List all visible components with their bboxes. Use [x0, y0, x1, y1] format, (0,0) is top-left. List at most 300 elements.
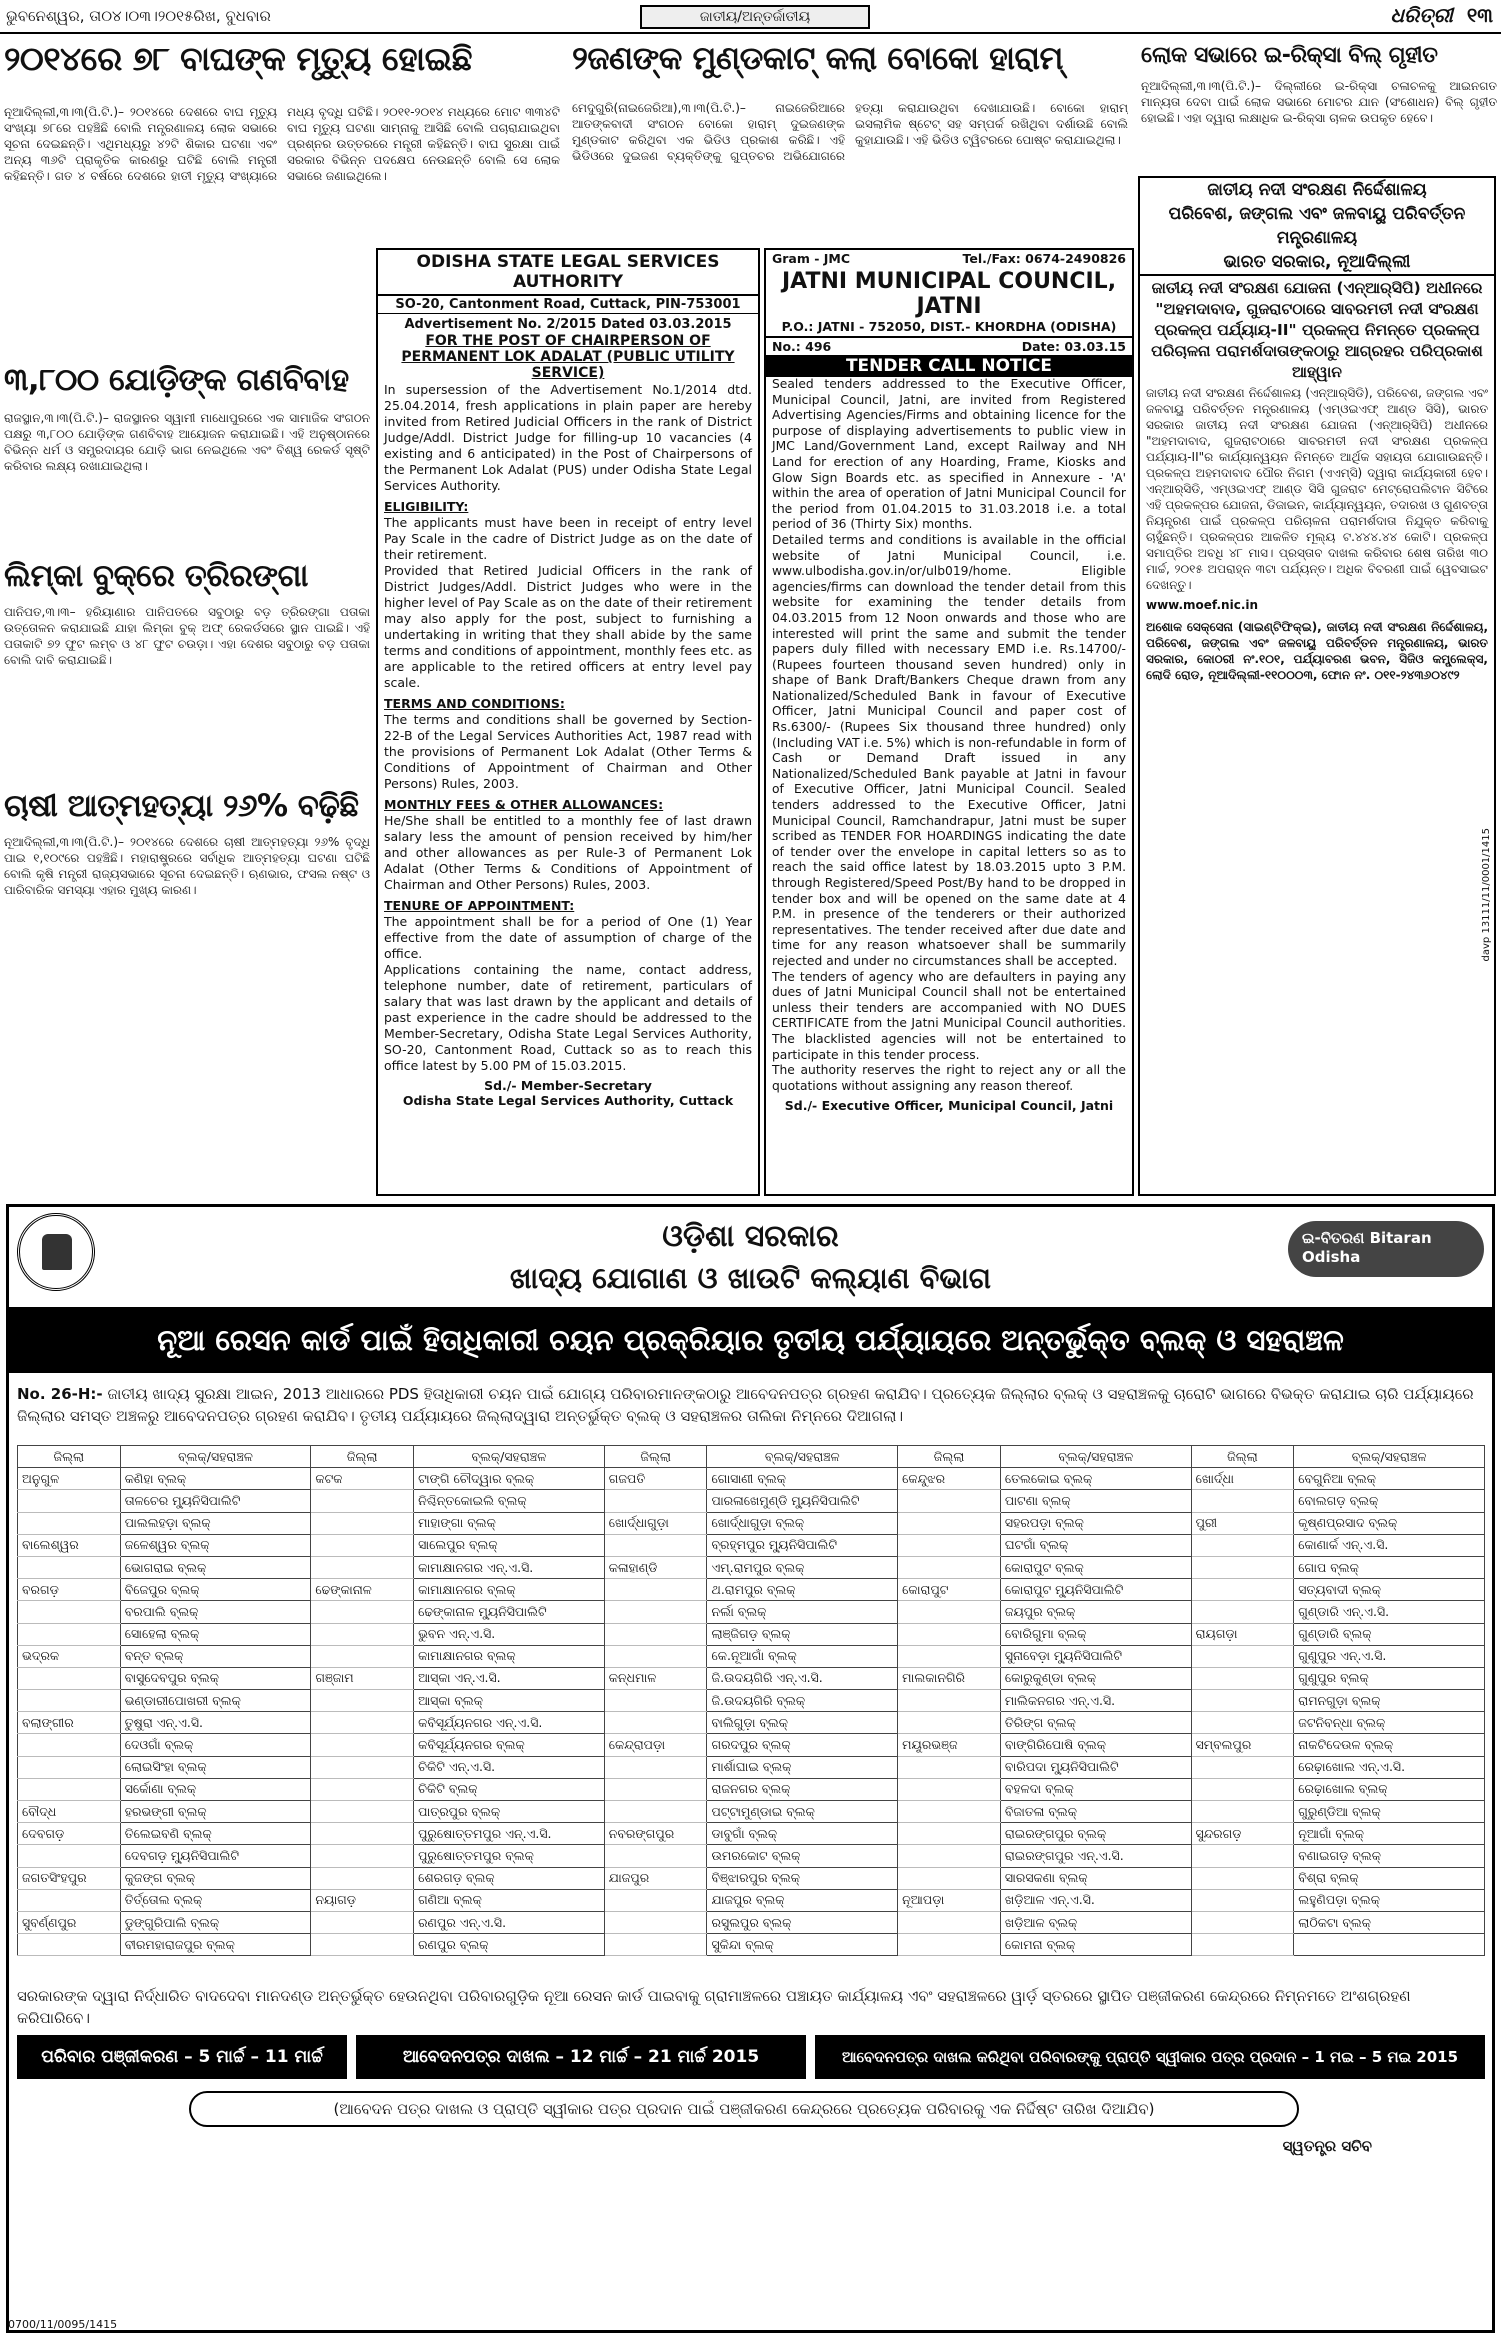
osla-para: In supersession of the Advertisement No.1/2014 dtd. 25.04.2014, fresh applications in plain paper are hereby invited from Retired Judicial Officers in the rank of District Judge/Addl. District Judge for filling-up 10 vacancies (4 existing and 6 anticipated) in the Post of Chairpersons of the Permanent Lok Adalat (PUS) under Odisha State Legal Services Authority.: [384, 382, 752, 493]
block-cell: ବିଶ୍ରା ବ୍ଲକ୍: [1294, 1867, 1485, 1889]
table-row: [18, 1778, 1485, 1800]
block-cell: ଡାବୁଗାଁ ବ୍ଲକ୍: [707, 1823, 898, 1845]
district-cell: [604, 1601, 707, 1623]
block-cell: କୋରୁକୁଣ୍ଡା ବ୍ଲକ୍: [1000, 1667, 1191, 1689]
block-cell: ପୁରୁଷୋତ୍ତମପୁର ଏନ୍.ଏ.ସି.: [414, 1823, 605, 1845]
block-cell: ବିଜାତଳା ବ୍ଲକ୍: [1000, 1801, 1191, 1823]
block-cell: ତେଲକୋଇ ବ୍ଲକ୍: [1000, 1468, 1191, 1490]
block-cell: ହରଭଙ୍ଗୀ ବ୍ଲକ୍: [120, 1801, 311, 1823]
district-cell: [311, 1778, 414, 1800]
block-cell: ରସୁଲପୁର ବ୍ଲକ୍: [707, 1911, 898, 1933]
block-cell: ବୋଲଗଡ଼ ବ୍ଲକ୍: [1294, 1490, 1485, 1512]
block-cell: ଚିକିଟି ଏନ୍.ଏ.ସି.: [414, 1756, 605, 1778]
district-cell: ଜଗତସିଂହପୁର: [18, 1867, 121, 1889]
district-cell: [898, 1911, 1001, 1933]
block-cell: ତିରିଙ୍ଗ ବ୍ଲକ୍: [1000, 1712, 1191, 1734]
intro-text: ଜାତୀୟ ଖାଦ୍ୟ ସୁରକ୍ଷା ଆଇନ, 2013 ଆଧାରରେ PDS ହିତାଧିକାରୀ ଚୟନ ପାଇଁ ଯୋଗ୍ୟ ପରିବାରମାନଙ୍କଠାରୁ ଆବେଦନପତ୍ର ଗ୍ରହଣ କରାଯିବ। ପ୍ରତ୍ୟେକ ଜିଲ୍ଲାର ବ୍ଲକ୍ ଓ ସହରାଞ୍ଚଳକୁ ଚାରୋଟି ଭାଗରେ ବିଭକ୍ତ କରାଯାଇ ଚାରି ପର୍ଯ୍ୟାୟରେ ଜିଲ୍ଲାର ସମସ୍ତ ଅଞ୍ଚଳରୁ ଆବେଦନପତ୍ର ଗ୍ରହଣ କରାଯିବ। ତୃତୀୟ ପର୍ଯ୍ୟାୟରେ ଜିଲ୍ଲାଦ୍ୱାରା ଅନ୍ତର୍ଭୁକ୍ତ ବ୍ଲକ୍ ଓ ସହରାଞ୍ଚଳର ତାଲିକା ନିମ୍ନରେ ଦିଆଗଲା।: [17, 1385, 1474, 1425]
brand-name: ଧରିତ୍ରୀ: [1390, 3, 1453, 27]
block-cell: ଗୁରୁଣ୍ଡିଆ ବ୍ଲକ୍: [1294, 1801, 1485, 1823]
table-row: [18, 1601, 1485, 1623]
district-cell: [311, 1734, 414, 1756]
table-header-district: ଜିଲ୍ଲା: [1191, 1446, 1294, 1468]
block-cell: କୋମନା ବ୍ଲକ୍: [1000, 1934, 1191, 1956]
osla-post: FOR THE POST OF CHAIRPERSON OF PERMANENT LOK ADALAT (PUBLIC UTILITY SERVICE): [401, 333, 735, 381]
table-row: [18, 1734, 1485, 1756]
district-cell: [604, 1911, 707, 1933]
table-row: [18, 1934, 1485, 1956]
table-row: [18, 1579, 1485, 1601]
district-cell: [18, 1778, 121, 1800]
district-cell: [311, 1712, 414, 1734]
district-cell: [898, 1690, 1001, 1712]
osla-fees-heading: MONTHLY FEES & OTHER ALLOWANCES:: [384, 797, 664, 812]
table-row: [18, 1468, 1485, 1490]
block-cell: କଣିହା ବ୍ଲକ୍: [120, 1468, 311, 1490]
district-cell: କନ୍ଧମାଳ: [604, 1667, 707, 1689]
osla-eligibility-heading: ELIGIBILITY:: [384, 499, 469, 514]
osla-tenure-heading: TENURE OF APPOINTMENT:: [384, 898, 575, 913]
district-cell: ସମ୍ବଲପୁର: [1191, 1734, 1294, 1756]
block-cell: କୋରାପୁଟ ବ୍ଲକ୍: [1000, 1556, 1191, 1578]
table-row: [18, 1534, 1485, 1556]
registration-note: ସରକାରଙ୍କ ଦ୍ୱାରା ନିର୍ଦ୍ଧାରିତ ବାଦଦେବା ମାନଦଣ୍ଡ ଅନ୍ତର୍ଭୁକ୍ତ ହେଉନଥିବା ପରିବାରଗୁଡ଼ିକ ନୂଆ ରେସନ କାର୍ଡ ପାଇବାକୁ ଗ୍ରାମାଞ୍ଚଳରେ ପଞ୍ଚାୟତ କାର୍ଯ୍ୟାଳୟ ଏବଂ ସହରାଞ୍ଚଳରେ ୱାର୍ଡ଼ ସ୍ତରରେ ସ୍ଥାପିତ ପଞ୍ଜୀକରଣ କେନ୍ଦ୍ରରେ ନିମ୍ନମତେ ଅଂଶଗ୍ରହଣ କରିପାରିବେ।: [17, 1987, 1411, 2027]
jatni-title: JATNI MUNICIPAL COUNCIL, JATNI: [781, 269, 1117, 319]
block-cell: ତାଳଚେର ମ୍ୟୁନିସିପାଲିଟି: [120, 1490, 311, 1512]
district-cell: [311, 1845, 414, 1867]
block-cell: ଜୟପୁର ବ୍ଲକ୍: [1000, 1601, 1191, 1623]
block-cell: ଗୁଣ୍ଡାରି ବ୍ଲକ୍: [1294, 1623, 1485, 1645]
block-cell: କବିସୂର୍ଯ୍ୟନଗର ବ୍ଲକ୍: [414, 1734, 605, 1756]
dept-title: ଖାଦ୍ୟ ଯୋଗାଣ ଓ ଖାଉଟି କଲ୍ୟାଣ ବିଭାଗ: [509, 1261, 992, 1295]
district-cell: ଖୋର୍ଦ୍ଧା: [1191, 1468, 1294, 1490]
district-cell: [1191, 1490, 1294, 1512]
district-cell: [18, 1934, 121, 1956]
block-cell: ନାକଟିଦେଉଳ ବ୍ଲକ୍: [1294, 1734, 1485, 1756]
block-cell: ମାର୍ଶାଘାଇ ବ୍ଲକ୍: [707, 1756, 898, 1778]
block-cell: ସର୍କୋଣା ବ୍ଲକ୍: [120, 1778, 311, 1800]
schedule-application-submission: ଆବେଦନପତ୍ର ଦାଖଲ – 12 ମାର୍ଚ୍ଚ – 21 ମାର୍ଚ୍ଚ 2015: [356, 2035, 806, 2079]
block-cell: ଉମରକୋଟ ବ୍ଲକ୍: [707, 1845, 898, 1867]
block-cell: ତୁଷୁରା ଏନ୍.ଏ.ସି.: [120, 1712, 311, 1734]
district-cell: [1191, 1889, 1294, 1911]
district-cell: [18, 1845, 121, 1867]
district-cell: [1191, 1534, 1294, 1556]
district-cell: [311, 1601, 414, 1623]
district-cell: [898, 1845, 1001, 1867]
district-cell: [604, 1490, 707, 1512]
page-number: [1390, 3, 1493, 27]
district-cell: [898, 1756, 1001, 1778]
nrcd-subject: ଜାତୀୟ ନଦୀ ସଂରକ୍ଷଣ ଯୋଜନା (ଏନ୍‌ଆର୍‌ସିପି) ଅଧୀନରେ "ଅହମଦାବାଦ, ଗୁଜରାଟଠାରେ ସାବରମତୀ ନଦୀ ସଂରକ୍ଷଣ ପ୍ରକଳ୍ପ ପର୍ଯ୍ୟାୟ-II" ପ୍ରକଳ୍ପ ନିମନ୍ତେ ପ୍ରକଳ୍ପ ପରିଚାଳନା ପରାମର୍ଶଦାତାଙ୍କଠାରୁ ଆଗ୍ରହର ପରିପ୍ରକାଶ ଆହ୍ୱାନ: [1151, 279, 1483, 381]
district-cell: [898, 1601, 1001, 1623]
block-cell: ସହରପଡ଼ା ବ୍ଲକ୍: [1000, 1512, 1191, 1534]
block-cell: ବନ୍ତ ବ୍ଲକ୍: [120, 1645, 311, 1667]
block-cell: କାମାକ୍ଷାନଗର ବ୍ଲକ୍: [414, 1579, 605, 1601]
block-cell: ମାଲିକନଗର ଏନ୍.ଏ.ସି.: [1000, 1690, 1191, 1712]
district-cell: [311, 1534, 414, 1556]
district-cell: [898, 1823, 1001, 1845]
district-cell: [604, 1645, 707, 1667]
block-cell: ଭୋଗରାଇ ବ୍ଲକ୍: [120, 1556, 311, 1578]
block-cell: ପୁରୁଷୋତ୍ତମପୁର ବ୍ଲକ୍: [414, 1845, 605, 1867]
block-cell: ଭୁବନ ଏନ୍.ଏ.ସି.: [414, 1623, 605, 1645]
block-cell: କୃଷ୍ଣପ୍ରସାଦ ବ୍ଲକ୍: [1294, 1512, 1485, 1534]
osla-signature-office: Odisha State Legal Services Authority, Cuttack: [402, 1093, 734, 1108]
special-secretary-signature: ସ୍ୱତନ୍ତ୍ର ସଚିବ: [1282, 2137, 1372, 2155]
block-cell: ଟାଙ୍ଗି ଚୌଦ୍ୱାର ବ୍ଲକ୍: [414, 1468, 605, 1490]
district-cell: [311, 1512, 414, 1534]
jatni-para: The tenders of agency who are defaulters in paying any dues of Jatni Municipal Council shall not be entertained unless their tenders are accompanied with NO DUES CERTIFICATE from the Jatni Municipal Council authorities. The blacklisted agencies will not be entertained to participate in this tender process.: [772, 969, 1126, 1062]
district-cell: [311, 1756, 414, 1778]
block-cell: ଖଡ଼ିଆଳ ଏନ୍.ଏ.ସି.: [1000, 1889, 1191, 1911]
district-cell: [311, 1934, 414, 1956]
district-cell: ଯାଜପୁର: [604, 1867, 707, 1889]
block-cell: ବାଲିଗୁଡ଼ା ବ୍ଲକ୍: [707, 1712, 898, 1734]
table-header-district: ଜିଲ୍ଲା: [18, 1446, 121, 1468]
block-cell: ରେଢ଼ାଖୋଲ ବ୍ଲକ୍: [1294, 1778, 1485, 1800]
block-cell: ସାଲେପୁର ବ୍ଲକ୍: [414, 1534, 605, 1556]
table-header-district: ଜିଲ୍ଲା: [898, 1446, 1001, 1468]
district-cell: ଭଦ୍ରକ: [18, 1645, 121, 1667]
osla-adv-number: Advertisement No. 2/2015 Dated 03.03.2015: [404, 317, 732, 332]
nrcd-advertisement: [1138, 176, 1496, 1196]
osla-signature: Sd./- Member-Secretary: [484, 1078, 652, 1093]
district-cell: [18, 1512, 121, 1534]
jatni-para: Sealed tenders addressed to the Executive Officer, Municipal Council, Jatni, are invited from Registered Advertising Agencies/Firms and obtaining licence for the purpose of displaying advertisements to public view in JMC Land/Government Land, except Railway and NH Land for erection of any Hoarding, Frame, Kiosks and Glow Sign Boards etc. as specified in Annexure - 'A' within the area of operation of Jatni Municipal Council for the period from 01.04.2015 to 31.03.2018 i.e. a total period of 36 (Thirty Six) months.: [772, 377, 1126, 532]
farmer-article: ନୂଆଦିଲ୍ଲୀ,୩।୩(ପି.ଟି.)– ୨୦୧୪ରେ ଦେଶରେ ଚାଷୀ ଆତ୍ମହତ୍ୟା ୨୬% ବୃଦ୍ଧି ପାଇ ୧,୧୦୯ରେ ପହଞ୍ଚିଛି। ମହାରାଷ୍ଟ୍ରରେ ସର୍ବାଧିକ ଆତ୍ମହତ୍ୟା ଘଟଣା ଘଟିଛି ବୋଲି କୃଷି ମନ୍ତ୍ରୀ ରାଜ୍ୟସଭାରେ ସୂଚନା ଦେଇଛନ୍ତି। ଋଣଭାର, ଫସଲ ନଷ୍ଟ ଓ ପାରିବାରିକ ସମସ୍ୟା ଏହାର ମୁଖ୍ୟ କାରଣ।: [4, 835, 370, 897]
district-cell: [18, 1556, 121, 1578]
jatni-signature: Sd./- Executive Officer, Municipal Council, Jatni: [784, 1098, 1114, 1114]
district-cell: [604, 1623, 707, 1645]
district-cell: [1191, 1690, 1294, 1712]
block-cell: ଆସ୍କା ଏନ୍.ଏ.ସି.: [414, 1667, 605, 1689]
district-cell: [311, 1690, 414, 1712]
district-cell: [1191, 1911, 1294, 1933]
block-cell: ଥ.ରାମପୁର ବ୍ଲକ୍: [707, 1579, 898, 1601]
govt-ration-card-advertisement: [6, 1204, 1495, 2333]
block-cell: ବିଜେପୁର ବ୍ଲକ୍: [120, 1579, 311, 1601]
block-table-wrapper: [17, 1445, 1485, 1956]
block-cell: [1294, 1934, 1485, 1956]
nrcd-website: www.moef.nic.in: [1146, 598, 1259, 612]
block-cell: ପାରଳାଖେମୁଣ୍ଡି ମ୍ୟୁନିସିପାଲିଟି: [707, 1490, 898, 1512]
block-cell: ଲହୁଣିପଡ଼ା ବ୍ଲକ୍: [1294, 1889, 1485, 1911]
ration-card-banner: ନୂଆ ରେସନ କାର୍ଡ ପାଇଁ ହିତାଧିକାରୀ ଚୟନ ପ୍ରକ୍ରିୟାର ତୃତୀୟ ପର୍ଯ୍ୟାୟରେ ଅନ୍ତର୍ଭୁକ୍ତ ବ୍ଲକ୍ ଓ ସହରାଞ୍ଚଳ: [9, 1307, 1492, 1373]
table-header-district: ଜିଲ୍ଲା: [311, 1446, 414, 1468]
district-cell: [18, 1756, 121, 1778]
district-cell: [18, 1734, 121, 1756]
notice-number: No. 26-H:-: [17, 1385, 103, 1403]
jatni-para: Detailed terms and conditions is available in the official website of Jatni Municipal Council, i.e. www.ulbodisha.gov.in/or/ulb019/home. Eligible agencies/firms can download the tender detail from this website for examining the tender details from 04.03.2015 from 12 Noon onwards and those who are interested will print the same and submit the tender papers duly filled with necessary EMD i.e. Rs.14700/- (Rupees fourteen thousand seven hundred) only in shape of Bank Draft/Bankers Cheque drawn from any Nationalized/Scheduled Bank in favour of Executive Officer, Jatni Municipal Council and paper cost of Rs.6300/- (Rupees Six thousand three hundred) only (Including VAT i.e. 5%) which is non-refundable in form of Cash or Demand Draft issued in any Nationalized/Scheduled Bank payable at Jatni in favour of Executive Officer, Jatni Municipal Council. Sealed tenders addressed to the Executive Officer, Jatni Municipal Council, Ramchandrapur, Jatni must be super scribed as TENDER FOR HOARDINGS indicating the date of tender over the envelope in capital letters so as to reach the said office latest by 18.03.2015 upto 3 P.M. through Registered/Speed Post/By hand to be dropped in tender box and will be opened on the same date at 4 P.M. in presence of the tenderers or their authorized representatives. The tender received after due date and time for any reason whatsoever shall be summarily rejected and under no circumstances shall be accepted.: [772, 532, 1126, 968]
block-cell: ନୂଆଗାଁ ବ୍ଲକ୍: [1294, 1823, 1485, 1845]
block-cell: ଗୁଣ୍ଡାରି ଏନ୍.ଏ.ସି.: [1294, 1601, 1485, 1623]
block-cell: ଗରଦପୁର ବ୍ଲକ୍: [707, 1734, 898, 1756]
block-cell: ବହଳଦା ବ୍ଲକ୍: [1000, 1778, 1191, 1800]
table-header-block: ବ୍ଲକ୍/ସହରାଞ୍ଚଳ: [707, 1446, 898, 1468]
block-cell: ତିଲେଇବଣି ବ୍ଲକ୍: [120, 1823, 311, 1845]
table-row: [18, 1889, 1485, 1911]
district-cell: [18, 1889, 121, 1911]
osla-para: Provided that Retired Judicial Officers in the rank of District Judges/Addl. District Judges who were in the higher level of Pay Scale as on the date of their retirement may also apply for the post, subject to furnishing a undertaking in writing that they shall abide by the same terms and conditions of appointment, monthly fees etc. as are applicable to the retired officers at entry level pay scale.: [384, 563, 752, 690]
table-row: [18, 1645, 1485, 1667]
block-cell: ବରପାଲି ବ୍ଲକ୍: [120, 1601, 311, 1623]
nrcd-heading-1: ଜାତୀୟ ନଦୀ ସଂରକ୍ଷଣ ନିର୍ଦ୍ଦେଶାଳୟ: [1207, 180, 1427, 200]
block-cell: ଢେଙ୍କାନାଳ ମ୍ୟୁନିସିପାଲିଟି: [414, 1601, 605, 1623]
district-cell: [1191, 1556, 1294, 1578]
district-cell: ଢେଙ୍କାନାଳ: [311, 1579, 414, 1601]
nrcd-heading-3: ଭାରତ ସରକାର, ନୂଆଦିଲ୍ଲୀ: [1140, 250, 1494, 276]
block-cell: ଜି.ଉଦୟଗିରି ବ୍ଲକ୍: [707, 1690, 898, 1712]
block-cell: ଶେରଗଡ଼ ବ୍ଲକ୍: [414, 1867, 605, 1889]
district-cell: [604, 1756, 707, 1778]
masthead-date: ଭୁବନେଶ୍ୱର, ତା୦୪।୦୩।୨୦୧୫ରିଖ, ବୁଧବାର: [6, 7, 271, 25]
farmer-headline: ଚାଷୀ ଆତ୍ମହତ୍ୟା ୨୬% ବଢ଼ିଛି: [4, 788, 359, 824]
district-cell: [311, 1623, 414, 1645]
block-cell: ରାଇରଙ୍ଗପୁର ବ୍ଲକ୍: [1000, 1823, 1191, 1845]
block-cell: ଲାଞ୍ଜିଗଡ଼ ବ୍ଲକ୍: [707, 1623, 898, 1645]
district-cell: ମାଲକାନଗିରି: [898, 1667, 1001, 1689]
block-cell: ବ୍ରହ୍ମପୁର ମ୍ୟୁନିସିପାଲିଟି: [707, 1534, 898, 1556]
district-cell: [1191, 1756, 1294, 1778]
govt-title: ଓଡ଼ିଶା ସରକାର: [662, 1219, 839, 1254]
district-cell: [311, 1801, 414, 1823]
block-cell: କୁଜଙ୍ଗ ବ୍ଲକ୍: [120, 1867, 311, 1889]
block-cell: ବାସୁଦେବପୁର ବ୍ଲକ୍: [120, 1667, 311, 1689]
nrcd-body: ଜାତୀୟ ନଦୀ ସଂରକ୍ଷଣ ନିର୍ଦ୍ଦେଶାଳୟ (ଏନ୍‌ଆର୍‌ସିଡି), ପରିବେଶ, ଜଙ୍ଗଲ ଏବଂ ଜଳବାୟୁ ପରିବର୍ତ୍ତନ ମନ୍ତ୍ରଣାଳୟ (ଏମ୍‌ଓଇଏଫ୍ ଆଣ୍ଡ ସିସି), ଭାରତ ସରକାର ଜାତୀୟ ନଦୀ ସଂରକ୍ଷଣ ଯୋଜନା (ଏନ୍‌ଆର୍‌ସିପି) ଅଧୀନରେ "ଅହମଦାବାଦ, ଗୁଜରାଟଠାରେ ସାବରମତୀ ନଦୀ ସଂରକ୍ଷଣ ପ୍ରକଳ୍ପ ପର୍ଯ୍ୟାୟ-II"ର କାର୍ଯ୍ୟାନ୍ୱୟନ ନିମନ୍ତେ ଆର୍ଥିକ ସହାୟତା ଯୋଗାଉଛନ୍ତି। ପ୍ରକଳ୍ପ ଅହମଦାବାଦ ପୌର ନିଗମ (ଏଏମ୍‌ସି) ଦ୍ୱାରା କାର୍ଯ୍ୟକାରୀ ହେବ। ଏନ୍‌ଆର୍‌ସିଡି, ଏମ୍‌ଓଇଏଫ୍ ଆଣ୍ଡ ସିସି ଗୁଜରାଟ ମେଟ୍ରୋପଲିଟାନ ସିଟିରେ ଏହି ପ୍ରକଳ୍ପର ଯୋଜନା, ଡିଜାଇନ, କାର୍ଯ୍ୟାନ୍ୱୟନ, ତଦାରଖ ଓ ଗୁଣବତ୍ତା ନିୟନ୍ତ୍ରଣ ପାଇଁ ପ୍ରକଳ୍ପ ପରିଚାଳନା ପରାମର୍ଶଦାତା ନିଯୁକ୍ତ କରିବାକୁ ଚାହୁଁଛନ୍ତି। ପ୍ରକଳ୍ପର ଆକଳିତ ମୂଲ୍ୟ ଟ.୪୪୪.୪୪ କୋଟି। ପ୍ରକଳ୍ପ ସମାପ୍ତିର ଅବଧି ୪୮ ମାସ। ପ୍ରସ୍ତାବ ଦାଖଲ କରିବାର ଶେଷ ତାରିଖ ୩୦ ମାର୍ଚ୍ଚ, ୨୦୧୫ ଅପରାହ୍ନ ୩ଟା ପର୍ଯ୍ୟନ୍ତ। ଅଧିକ ବିବରଣୀ ପାଇଁ ୱେବସାଇଟ ଦେଖନ୍ତୁ।: [1146, 386, 1488, 592]
block-cell: ବାଙ୍ଗିରିପୋଷି ବ୍ଲକ୍: [1000, 1734, 1191, 1756]
block-cell: ଦେଓଗାଁ ବ୍ଲକ୍: [120, 1734, 311, 1756]
district-cell: [898, 1534, 1001, 1556]
district-cell: ପୁରୀ: [1191, 1512, 1294, 1534]
osla-address: SO-20, Cantonment Road, Cuttack, PIN-753001: [378, 296, 758, 314]
block-cell: ଗୁଣୁପୁର ଏନ୍.ଏ.ସି.: [1294, 1645, 1485, 1667]
district-cell: କୋରାପୁଟ: [898, 1579, 1001, 1601]
district-cell: [18, 1690, 121, 1712]
block-cell: ବଣାଇଗଡ଼ ବ୍ଲକ୍: [1294, 1845, 1485, 1867]
block-cell: ଗୋପ ବ୍ଲକ୍: [1294, 1556, 1485, 1578]
district-cell: ବଲାଙ୍ଗୀର: [18, 1712, 121, 1734]
ad-code: 0700/11/0095/1415: [8, 2318, 118, 2331]
district-cell: [604, 1889, 707, 1911]
block-cell: ତିର୍ତ୍ତୋଲ ବ୍ଲକ୍: [120, 1889, 311, 1911]
block-cell: ଦେବଗଡ଼ ମ୍ୟୁନିସିପାଲିଟି: [120, 1845, 311, 1867]
district-cell: [604, 1579, 707, 1601]
block-cell: କୋଣାର୍କ ଏନ୍.ଏ.ସି.: [1294, 1534, 1485, 1556]
block-cell: ସୁନାବେଡ଼ା ମ୍ୟୁନିସିପାଲିଟି: [1000, 1645, 1191, 1667]
block-cell: ମାହାଙ୍ଗା ବ୍ଲକ୍: [414, 1512, 605, 1534]
osla-para: Applications containing the name, contact address, telephone number, date of retirement, particulars of salary that was last drawn by the applicant and details of past experience in the cadre should be addressed to the Member-Secretary, Odisha State Legal Services Authority, SO-20, Cantonment Road, Cuttack so as to reach this office latest by 5.00 PM of 15.03.2015.: [384, 962, 752, 1073]
table-row: [18, 1667, 1485, 1689]
block-cell: ଗୋସାଣୀ ବ୍ଲକ୍: [707, 1468, 898, 1490]
table-row: [18, 1490, 1485, 1512]
district-cell: ଖୋର୍ଦ୍ଧାଗୁଡ଼ା: [604, 1512, 707, 1534]
block-cell: ପାଲଲହଡ଼ା ବ୍ଲକ୍: [120, 1512, 311, 1534]
block-cell: ଏମ୍.ରାମପୁର ବ୍ଲକ୍: [707, 1556, 898, 1578]
table-row: [18, 1756, 1485, 1778]
jatni-date: Date: 03.03.15: [1021, 339, 1126, 354]
district-cell: [898, 1712, 1001, 1734]
jatni-tel: Tel./Fax: 0674-2490826: [962, 251, 1126, 266]
nrcd-code: davp 13111/11/0001/1415: [1481, 828, 1492, 962]
osla-para: The applicants must have been in receipt of entry level Pay Scale in the cadre of District Judge as on the date of their retirement.: [384, 515, 752, 562]
block-cell: ବିଞ୍ଝାରପୁର ବ୍ଲକ୍: [707, 1867, 898, 1889]
osla-para: The terms and conditions shall be governed by Section-22-B of the Legal Services Authorities Act, 1987 read with the provisions of Permanent Lok Adalat (Other Terms & Conditions of Appointment of Chairman and Other Persons) Rules, 2003.: [384, 712, 752, 791]
block-cell: କୋରାପୁଟ ମ୍ୟୁନିସିପାଲିଟି: [1000, 1579, 1191, 1601]
block-cell: ଭଣ୍ଡାରୀପୋଖରୀ ବ୍ଲକ୍: [120, 1690, 311, 1712]
district-cell: [604, 1845, 707, 1867]
block-cell: ଲାଠିକଟା ବ୍ଲକ୍: [1294, 1911, 1485, 1933]
block-cell: ସାରସକଣା ବ୍ଲକ୍: [1000, 1867, 1191, 1889]
block-cell: କାମାକ୍ଷାନଗର ଏନ୍.ଏ.ସି.: [414, 1556, 605, 1578]
nrcd-signature: ଅଶୋକ ସେକ୍ସେନା (ସାଇଣ୍ଟିଫିକ୍‌ଇ), ଜାତୀୟ ନଦୀ ସଂରକ୍ଷଣ ନିର୍ଦ୍ଦେଶାଳୟ, ପରିବେଶ, ଜଙ୍ଗଲ ଏବଂ ଜଳବାୟୁ ପରିବର୍ତ୍ତନ ମନ୍ତ୍ରଣାଳୟ, ଭାରତ ସରକାର, କୋଠରୀ ନଂ.୧୦୧, ପର୍ଯ୍ୟାବରଣ ଭବନ, ସିଜିଓ କମ୍ପ୍ଲେକ୍ସ, ଲୋଦି ରୋଡ, ନୂଆଦିଲ୍ଲୀ-୧୧୦୦୦୩, ଫୋନ ନଂ. ୦୧୧-୨୪୩୬୦୪୯୨: [1146, 620, 1488, 682]
block-cell: ପଟ୍ଟାମୁଣ୍ଡାଇ ବ୍ଲକ୍: [707, 1801, 898, 1823]
bokoharam-article: ମେଦୁଗୁରି(ନାଇଜେରିଆ),୩।୩(ପି.ଟି.)– ନାଇଜେରିଆରେ ଆତଙ୍କବାଦୀ ସଂଗଠନ ବୋକୋ ହାରାମ୍ ଦୁଇଜଣଙ୍କ ମୁଣ୍ଡକାଟ କରିଥିବା ଏକ ଭିଡିଓ ପ୍ରକାଶ କରିଛି। ଏହି ଭିଡିଓରେ ଦୁଇଜଣ ବ୍ୟକ୍ତିଙ୍କୁ ଗୁପ୍ତଚର ଅଭିଯୋଗରେ ହତ୍ୟା କରାଯାଉଥିବା ଦେଖାଯାଉଛି। ବୋକୋ ହାରାମ୍ ଇସଲାମିକ ଷ୍ଟେଟ୍ ସହ ସମ୍ପର୍କ ରଖିଥିବା ଦର୍ଶାଉଛି ବୋଲି କୁହାଯାଉଛି। ଏହି ଭିଡିଓ ଟ୍ୱିଟରରେ ପୋଷ୍ଟ କରାଯାଇଥିଲା।: [572, 101, 1128, 163]
tender-call-notice-heading: TENDER CALL NOTICE: [766, 355, 1132, 377]
block-cell: ଜଟନିବନ୍ଧା ବ୍ଲକ୍: [1294, 1712, 1485, 1734]
district-cell: [604, 1801, 707, 1823]
jatni-tender-advertisement: [764, 248, 1134, 1196]
block-cell: ଯାଜପୁର ବ୍ଲକ୍: [707, 1889, 898, 1911]
intro-paragraph: [17, 1383, 1485, 1427]
block-cell: ଡୁଙ୍ଗୁରିପାଲି ବ୍ଲକ୍: [120, 1911, 311, 1933]
tiger-article: ନୂଆଦିଲ୍ଲୀ,୩।୩(ପି.ଟି.)– ୨୦୧୪ରେ ଦେଶରେ ବାଘ ମୃତ୍ୟୁ ସଂଖ୍ୟା ୭୮ରେ ପହଞ୍ଚିଛି ବୋଲି ମନ୍ତ୍ରଣାଳୟ ଲୋକ ସଭାରେ ସୂଚନା ଦେଇଛନ୍ତି। ଏଥିମଧ୍ୟରୁ ୪୨ଟି ଶିକାର ଘଟଣା ଏବଂ ଅନ୍ୟ ୩୬ଟି ପ୍ରାକୃତିକ କାରଣରୁ ଘଟିଛି ବୋଲି ମନ୍ତ୍ରୀ କହିଛନ୍ତି। ଗତ ୪ ବର୍ଷରେ ଦେଶରେ ହାତୀ ମୃତ୍ୟୁ ସଂଖ୍ୟାରେ ମଧ୍ୟ ବୃଦ୍ଧି ଘଟିଛି। ୨୦୧୧-୨୦୧୪ ମଧ୍ୟରେ ମୋଟ ୩୩୪ଟି ବାଘ ମୃତ୍ୟୁ ଘଟଣା ସାମ୍ନାକୁ ଆସିଛି ବୋଲି ପଚାରାଯାଇଥିବା ପ୍ରଶ୍ନର ଉତ୍ତରରେ ମନ୍ତ୍ରୀ କହିଛନ୍ତି। ବାଘ ସୁରକ୍ଷା ପାଇଁ ସରକାର ବିଭିନ୍ନ ପଦକ୍ଷେପ ନେଉଛନ୍ତି ବୋଲି ସେ ଲୋକ ସଭାରେ ଜଣାଇଥିଲେ।: [4, 105, 560, 183]
table-header-block: ବ୍ଲକ୍/ସହରାଞ୍ଚଳ: [120, 1446, 311, 1468]
block-cell: ଗଣିଆ ବ୍ଲକ୍: [414, 1889, 605, 1911]
district-cell: [311, 1556, 414, 1578]
e-bitaran-logo: ଇ-ବିତରଣ Bitaran Odisha: [1288, 1221, 1484, 1277]
district-cell: [311, 1911, 414, 1933]
district-cell: [311, 1823, 414, 1845]
block-cell: ବେଗୁନିଆ ବ୍ଲକ୍: [1294, 1468, 1485, 1490]
footnote: (ଆବେଦନ ପତ୍ର ଦାଖଲ ଓ ପ୍ରାପ୍ତି ସ୍ୱୀକାର ପତ୍ର ପ୍ରଦାନ ପାଇଁ ପଞ୍ଜୀକରଣ କେନ୍ଦ୍ରରେ ପ୍ରତ୍ୟେକ ପରିବାରକୁ ଏକ ନିର୍ଦ୍ଦିଷ୍ଟ ତାରିଖ ଦିଆଯିବ): [189, 2091, 1299, 2127]
district-cell: [604, 1934, 707, 1956]
osla-para: He/She shall be entitled to a monthly fee of last drawn salary less the amount of pension received by him/her and other allowances as per Rule-3 of Permanent Lok Adalat (Other Terms & Conditions of Appointment of Chairman and Other Persons) Rules, 2003.: [384, 813, 752, 892]
district-cell: ବାଲେଶ୍ୱର: [18, 1534, 121, 1556]
jatni-gram: Gram - JMC: [772, 251, 851, 266]
block-cell: ଗୁଣୁପୁର ବ୍ଲକ୍: [1294, 1667, 1485, 1689]
district-cell: ନବରଙ୍ଗପୁର: [604, 1823, 707, 1845]
block-cell: ସୋହେଲା ବ୍ଲକ୍: [120, 1623, 311, 1645]
block-cell: ଖଡ଼ିଆଳ ବ୍ଲକ୍: [1000, 1911, 1191, 1933]
table-header-district: ଜିଲ୍ଲା: [604, 1446, 707, 1468]
block-cell: ରଣପୁର ଏନ୍.ଏ.ସି.: [414, 1911, 605, 1933]
district-cell: କେନ୍ଦ୍ରାପଡ଼ା: [604, 1734, 707, 1756]
district-cell: [604, 1712, 707, 1734]
table-row: [18, 1623, 1485, 1645]
schedule-acknowledgement: ଆବେଦନପତ୍ର ଦାଖଲ କରିଥିବା ପରିବାରଙ୍କୁ ପ୍ରାପ୍ତି ସ୍ୱୀକାର ପତ୍ର ପ୍ରଦାନ – 1 ମଇ – 5 ମଇ 2015: [815, 2035, 1485, 2079]
block-cell: ଚିକିଟି ବ୍ଲକ୍: [414, 1778, 605, 1800]
page-number-value: ୧୩: [1466, 3, 1493, 27]
block-cell: ରାଇରଙ୍ଗପୁର ଏନ୍.ଏ.ସି.: [1000, 1845, 1191, 1867]
tiger-headline: ୨୦୧୪ରେ ୭୮ ବାଘଙ୍କ ମୃତ୍ୟୁ ହୋଇଛି: [4, 39, 473, 78]
table-row: [18, 1512, 1485, 1534]
jatni-number: No.: 496: [772, 339, 832, 354]
block-cell: ରାମନଗୁଡ଼ା ବ୍ଲକ୍: [1294, 1690, 1485, 1712]
district-cell: [898, 1801, 1001, 1823]
block-cell: ବୀରମହାରାଜପୁର ବ୍ଲକ୍: [120, 1934, 311, 1956]
district-cell: କଳାହାଣ୍ଡି: [604, 1556, 707, 1578]
district-cell: ମୟୂରଭଞ୍ଜ: [898, 1734, 1001, 1756]
district-cell: [898, 1778, 1001, 1800]
jatni-para: The authority reserves the right to reject any or all the quotations without assigning any reason thereof.: [772, 1063, 1126, 1093]
district-cell: ରାୟଗଡ଼ା: [1191, 1623, 1294, 1645]
block-cell: ବୋରିଗୁମା ବ୍ଲକ୍: [1000, 1623, 1191, 1645]
district-cell: [898, 1556, 1001, 1578]
district-cell: ଦେବଗଡ଼: [18, 1823, 121, 1845]
block-cell: ଖୋର୍ଦ୍ଧାଗୁଡ଼ା ବ୍ଲକ୍: [707, 1512, 898, 1534]
limca-article: ପାନିପତ,୩।୩– ହରିୟାଣାର ପାନିପତରେ ସବୁଠାରୁ ବଡ଼ ତ୍ରିରଙ୍ଗା ପତାକା ଉତ୍ତୋଳନ କରାଯାଇଛି ଯାହା ଲିମ୍‌କା ବୁକ୍ ଅଫ୍ ରେକର୍ଡସରେ ସ୍ଥାନ ପାଇଛି। ଏହି ପତାକାଟି ୭୨ ଫୁଟ ଲମ୍ବ ଓ ୪୮ ଫୁଟ ଚଉଡ଼ା। ଏହା ଦେଶର ସବୁଠାରୁ ବଡ଼ ପତାକା ବୋଲି ଦାବି କରାଯାଇଛି।: [4, 605, 370, 667]
block-cell: ଜଳେଶ୍ୱର ବ୍ଲକ୍: [120, 1534, 311, 1556]
block-cell: ପାଟଣା ବ୍ଲକ୍: [1000, 1490, 1191, 1512]
block-cell: ଆସ୍କା ବ୍ଲକ୍: [414, 1690, 605, 1712]
district-cell: [1191, 1667, 1294, 1689]
district-cell: କଟକ: [311, 1468, 414, 1490]
table-row: [18, 1823, 1485, 1845]
jatni-address: P.O.: JATNI - 752050, DIST.- KHORDHA (ODISHA): [766, 319, 1132, 338]
district-cell: ନୟାଗଡ଼: [311, 1889, 414, 1911]
district-cell: [898, 1623, 1001, 1645]
osla-advertisement: [376, 248, 760, 1196]
section-label: ଜାତୀୟ/ଅନ୍ତର୍ଜାତୀୟ: [640, 5, 870, 29]
block-cell: ଲୋଇସିଂହା ବ୍ଲକ୍: [120, 1756, 311, 1778]
district-cell: ବରଗଡ଼: [18, 1579, 121, 1601]
district-cell: [898, 1934, 1001, 1956]
table-row: [18, 1801, 1485, 1823]
district-cell: [18, 1623, 121, 1645]
district-cell: [1191, 1645, 1294, 1667]
district-cell: ଗଜପତି: [604, 1468, 707, 1490]
table-row: [18, 1845, 1485, 1867]
table-row: [18, 1911, 1485, 1933]
district-cell: [18, 1601, 121, 1623]
erickshaw-headline: ଲୋକ ସଭାରେ ଇ-ରିକ୍ସା ବିଲ୍ ଗୃହୀତ: [1141, 43, 1438, 68]
district-cell: [604, 1690, 707, 1712]
table-header-block: ବ୍ଲକ୍/ସହରାଞ୍ଚଳ: [1294, 1446, 1485, 1468]
district-cell: [898, 1512, 1001, 1534]
district-cell: [1191, 1778, 1294, 1800]
district-cell: [311, 1645, 414, 1667]
osla-terms-heading: TERMS AND CONDITIONS:: [384, 696, 565, 711]
district-cell: [1191, 1712, 1294, 1734]
table-row: [18, 1690, 1485, 1712]
district-cell: [1191, 1867, 1294, 1889]
table-header-block: ବ୍ଲକ୍/ସହରାଞ୍ଚଳ: [1000, 1446, 1191, 1468]
block-cell: କବିସୂର୍ଯ୍ୟନଗର ଏନ୍.ଏ.ସି.: [414, 1712, 605, 1734]
block-cell: ବାରିପଦା ମ୍ୟୁନିସିପାଲିଟି: [1000, 1756, 1191, 1778]
district-cell: [898, 1490, 1001, 1512]
bokoharam-headline: ୨ଜଣଙ୍କ ମୁଣ୍ଡକାଟ୍ କଲା ବୋକୋ ହାରାମ୍: [572, 39, 1063, 77]
table-row: [18, 1867, 1485, 1889]
table-row: [18, 1556, 1485, 1578]
marriage-article: ରାଜସ୍ଥାନ,୩।୩(ପି.ଟି.)– ରାଜସ୍ଥାନର ସ୍ୱାମୀ ମାଧୋପୁରରେ ଏକ ସାମାଜିକ ସଂଗଠନ ପକ୍ଷରୁ ୩,୮୦୦ ଯୋଡ଼ିଙ୍କ ଗଣବିବାହ ଆୟୋଜନ କରାଯାଇଛି। ଏହି ଅନୁଷ୍ଠାନରେ ବିଭିନ୍ନ ଧର୍ମ ଓ ସମ୍ପ୍ରଦାୟର ଯୋଡ଼ି ଭାଗ ନେଇଥିଲେ ଏବଂ ବିଶ୍ୱ ରେକର୍ଡ ସୃଷ୍ଟି କରିବାର ଲକ୍ଷ୍ୟ ରଖାଯାଇଥିଲା।: [4, 411, 370, 473]
block-cell: କାମାକ୍ଷାନଗର ବ୍ଲକ୍: [414, 1645, 605, 1667]
block-cell: ନର୍ଲା ବ୍ଲକ୍: [707, 1601, 898, 1623]
district-cell: [311, 1867, 414, 1889]
block-cell: ସୁକିନ୍ଦା ବ୍ଲକ୍: [707, 1934, 898, 1956]
nrcd-heading-2: ପରିବେଶ, ଜଙ୍ଗଲ ଏବଂ ଜଳବାୟୁ ପରିବର୍ତ୍ତନ ମନ୍ତ୍ରଣାଳୟ: [1168, 204, 1466, 248]
table-header-block: ବ୍ଲକ୍/ସହରାଞ୍ଚଳ: [414, 1446, 605, 1468]
district-cell: ନୂଆପଡ଼ା: [898, 1889, 1001, 1911]
block-cell: ଘଟଗାଁ ବ୍ଲକ୍: [1000, 1534, 1191, 1556]
district-cell: ଗଞ୍ଜାମ: [311, 1667, 414, 1689]
block-cell: ନିଶ୍ଚିନ୍ତକୋଇଲି ବ୍ଲକ୍: [414, 1490, 605, 1512]
osla-title: ODISHA STATE LEGAL SERVICES AUTHORITY: [378, 250, 758, 296]
district-cell: [1191, 1601, 1294, 1623]
district-cell: [604, 1534, 707, 1556]
limca-headline: ଲିମ୍‌କା ବୁକ୍‌ରେ ତ୍ରିରଙ୍ଗା: [4, 558, 308, 594]
district-cell: ଅନୁଗୁଳ: [18, 1468, 121, 1490]
table-row: [18, 1712, 1485, 1734]
